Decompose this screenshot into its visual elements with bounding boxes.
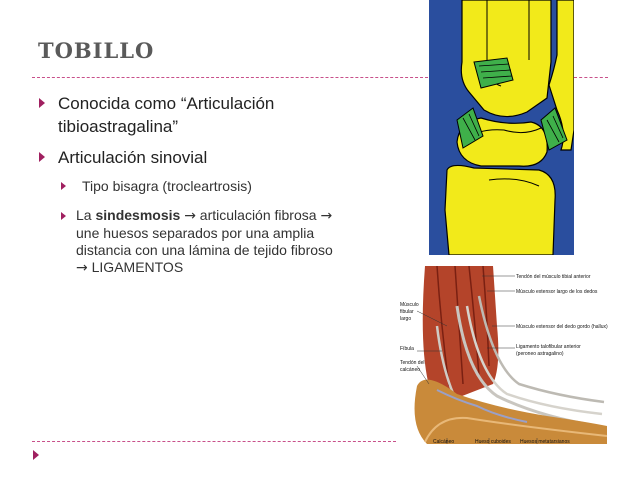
label-hueso-cuboides: Hueso cuboides <box>475 439 511 445</box>
sindesmosis-mid: articulación fibrosa <box>195 207 321 223</box>
footer-divider <box>32 441 396 442</box>
sindesmosis-line4 <box>76 259 416 277</box>
arrow-icon: → <box>320 208 333 224</box>
label-ligamento-talofibular: Ligamento talofibular anterior <box>516 344 581 350</box>
bullet-articulacion-line1: Conocida como “Articulación <box>58 94 275 113</box>
foot-anatomy-illustration <box>397 266 609 447</box>
sindesmosis-term: sindesmosis <box>95 207 181 223</box>
ankle-joint-diagram <box>429 0 574 255</box>
sindesmosis-line1 <box>76 207 416 225</box>
sindesmosis-line2: une huesos separados por una amplia <box>76 225 315 241</box>
label-fibular: fibular <box>400 309 414 315</box>
label-peroneo-astragalino: (peroneo astragalino) <box>516 351 564 357</box>
bullet-marker <box>39 152 45 162</box>
title-divider-right <box>574 77 608 78</box>
sub-bullet-marker <box>61 182 66 190</box>
bullet-marker <box>39 98 45 108</box>
sindesmosis-line3: distancia con una lámina de tejido fibroso <box>76 242 333 258</box>
label-calcaneo: Calcáneo <box>433 439 455 445</box>
sub-bullet-marker <box>61 212 66 220</box>
sub-bullet-sindesmosis <box>76 207 416 277</box>
bullet-sinovial: Articulación sinovial <box>58 148 208 167</box>
label-tendon-del: Tendón del <box>400 360 425 366</box>
footer-marker-icon <box>33 450 39 460</box>
bullet-articulacion-line2: tibioastragalina” <box>58 117 179 136</box>
title-divider <box>32 77 428 78</box>
slide-title: TOBILLO <box>38 38 155 63</box>
label-tendon-tibial-anterior: Tendón del músculo tibial anterior <box>516 274 591 280</box>
label-calcaneo-tendon: calcáneo <box>400 367 421 373</box>
label-extensor-largo-dedos: Músculo extensor largo de los dedos <box>516 289 598 295</box>
arrow-icon: → <box>184 208 196 224</box>
ligamentos-text: LIGAMENTOS <box>87 259 184 275</box>
label-fibula: Fíbula <box>400 346 414 352</box>
arrow-icon: → <box>76 260 88 276</box>
sub-bullet-bisagra: Tipo bisagra (trocleartrosis) <box>82 178 252 194</box>
label-extensor-dedo-gordo: Músculo extensor del dedo gordo (hallux) <box>516 324 608 330</box>
label-musculo: Músculo <box>400 302 419 308</box>
label-largo: largo <box>400 316 412 322</box>
label-huesos-metatarsianos: Huesos metatarsianos <box>520 439 570 445</box>
sindesmosis-prefix: La <box>76 207 96 223</box>
